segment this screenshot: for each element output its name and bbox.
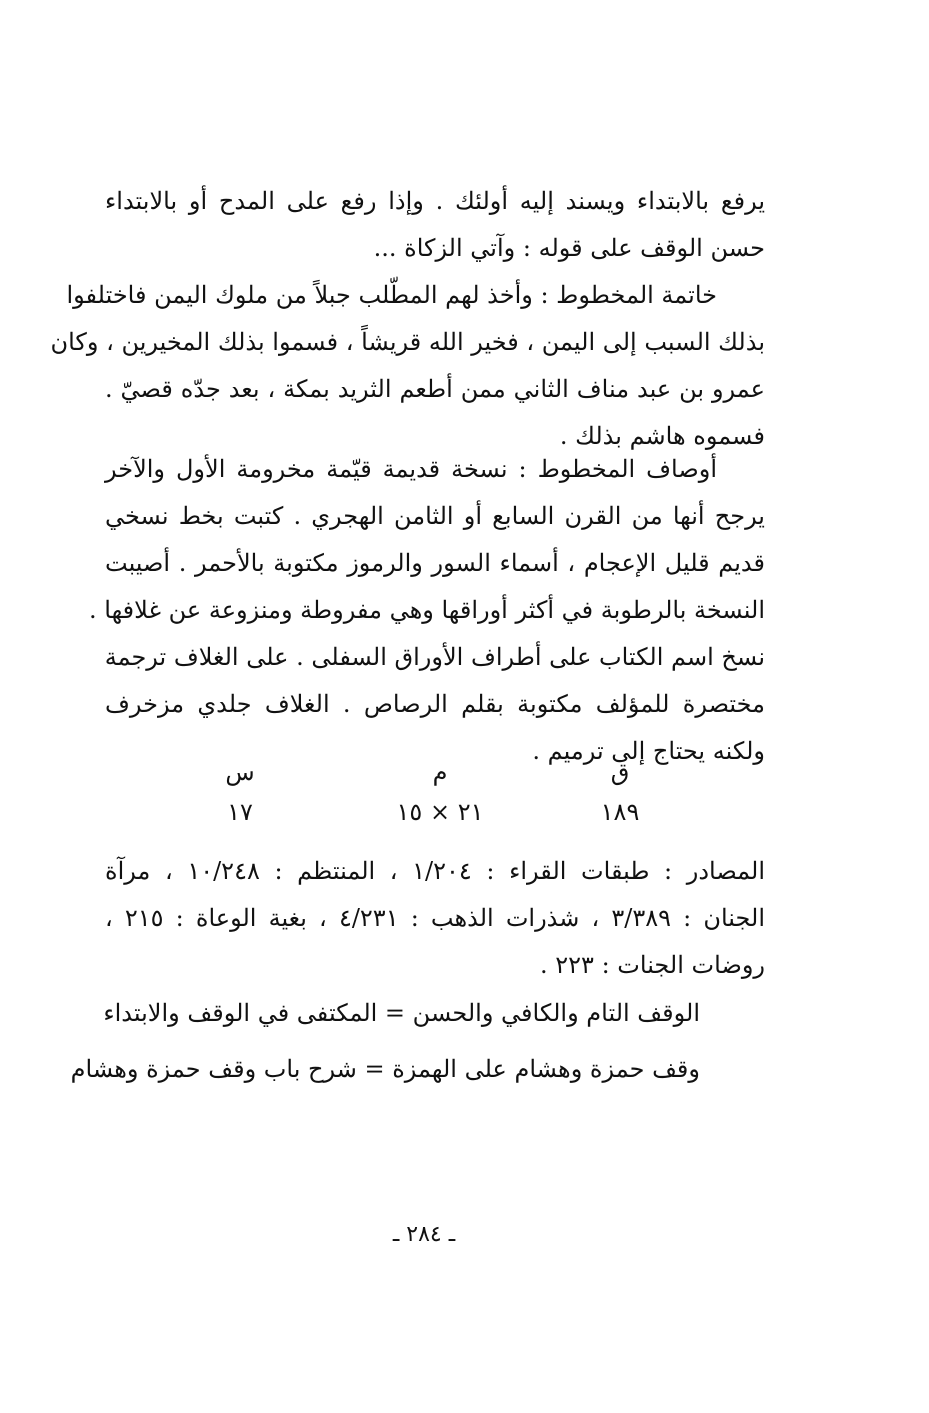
text-line: أوصاف المخطوط : نسخة قديمة قيّمة مخرومة الأول والآخر [105,455,717,483]
text-line: الجنان : ٣/٣٨٩ ، شذرات الذهب : ٤/٢٣١ ، بغية الوعاة : ٢١٥ ، [105,904,766,932]
stat-value: ١٨٩ [600,798,640,826]
stat-value: ١٧ [227,798,253,826]
stat-dimensions [380,752,500,832]
text-line: مختصرة للمؤلف مكتوبة بقلم الرصاص . الغلاف جلدي مزخرف [105,690,765,718]
stat-label: ق [610,758,630,786]
text-line: فسموه هاشم بذلك . [559,422,765,450]
text-line: حسن الوقف على قوله : وآتي الزكاة ... [373,234,765,262]
stat-folios [560,752,680,832]
text-line: عمرو بن عبد مناف الثاني ممن أطعم الثريد بمكة ، بعد جدّه قصيّ . [105,375,765,403]
text-line: بذلك السبب إلى اليمن ، فخير الله قريشاً ، فسموا بذلك المخيرين ، وكان [50,328,765,356]
stat-label: س [225,758,255,786]
text-line: نسخ اسم الكتاب على أطراف الأوراق السفلى . على الغلاف ترجمة [104,643,765,671]
text-line: ولكنه يحتاج إلى ترميم . [532,737,765,765]
stat-lines [180,752,300,832]
related-work-line: الوقف التام والكافي والحسن = المكتفى في الوقف والابتداء [103,999,700,1027]
paragraph-manuscript-ending [50,272,765,460]
paragraph-continuation [105,178,765,272]
related-works [70,985,700,1097]
text-line: يرفع بالابتداء ويسند إليه أولئك . وإذا رفع على المدح أو بالابتداء [105,187,765,215]
stat-label: م [432,758,448,786]
text-line: قديم قليل الإعجام ، أسماء السور والرموز مكتوبة بالأحمر . أصيبت [105,549,766,577]
text-line: روضات الجنات : ٢٢٣ . [540,951,765,979]
paragraph-manuscript-description [89,446,766,775]
text-line: يرجح أنها من القرن السابع أو الثامن الهجري . كتبت بخط نسخي [105,502,765,530]
paragraph-sources [105,848,765,989]
manuscript-stats [200,752,680,832]
stat-value: ٢١ × ١٥ [396,798,484,826]
related-work-line: وقف حمزة وهشام على الهمزة = شرح باب وقف حمزة وهشام [70,1055,700,1083]
text-line: المصادر : طبقات القراء : ١/٢٠٤ ، المنتظم : ١٠/٢٤٨ ، مرآة [105,857,765,885]
page-number: ـ ٢٨٤ ـ [392,1222,456,1247]
text-line: خاتمة المخطوط : وأخذ لهم المطّلب جبلاً من ملوك اليمن فاختلفوا [66,281,717,309]
text-line: النسخة بالرطوبة في أكثر أوراقها وهي مفروطة ومنزوعة عن غلافها . [89,596,765,624]
